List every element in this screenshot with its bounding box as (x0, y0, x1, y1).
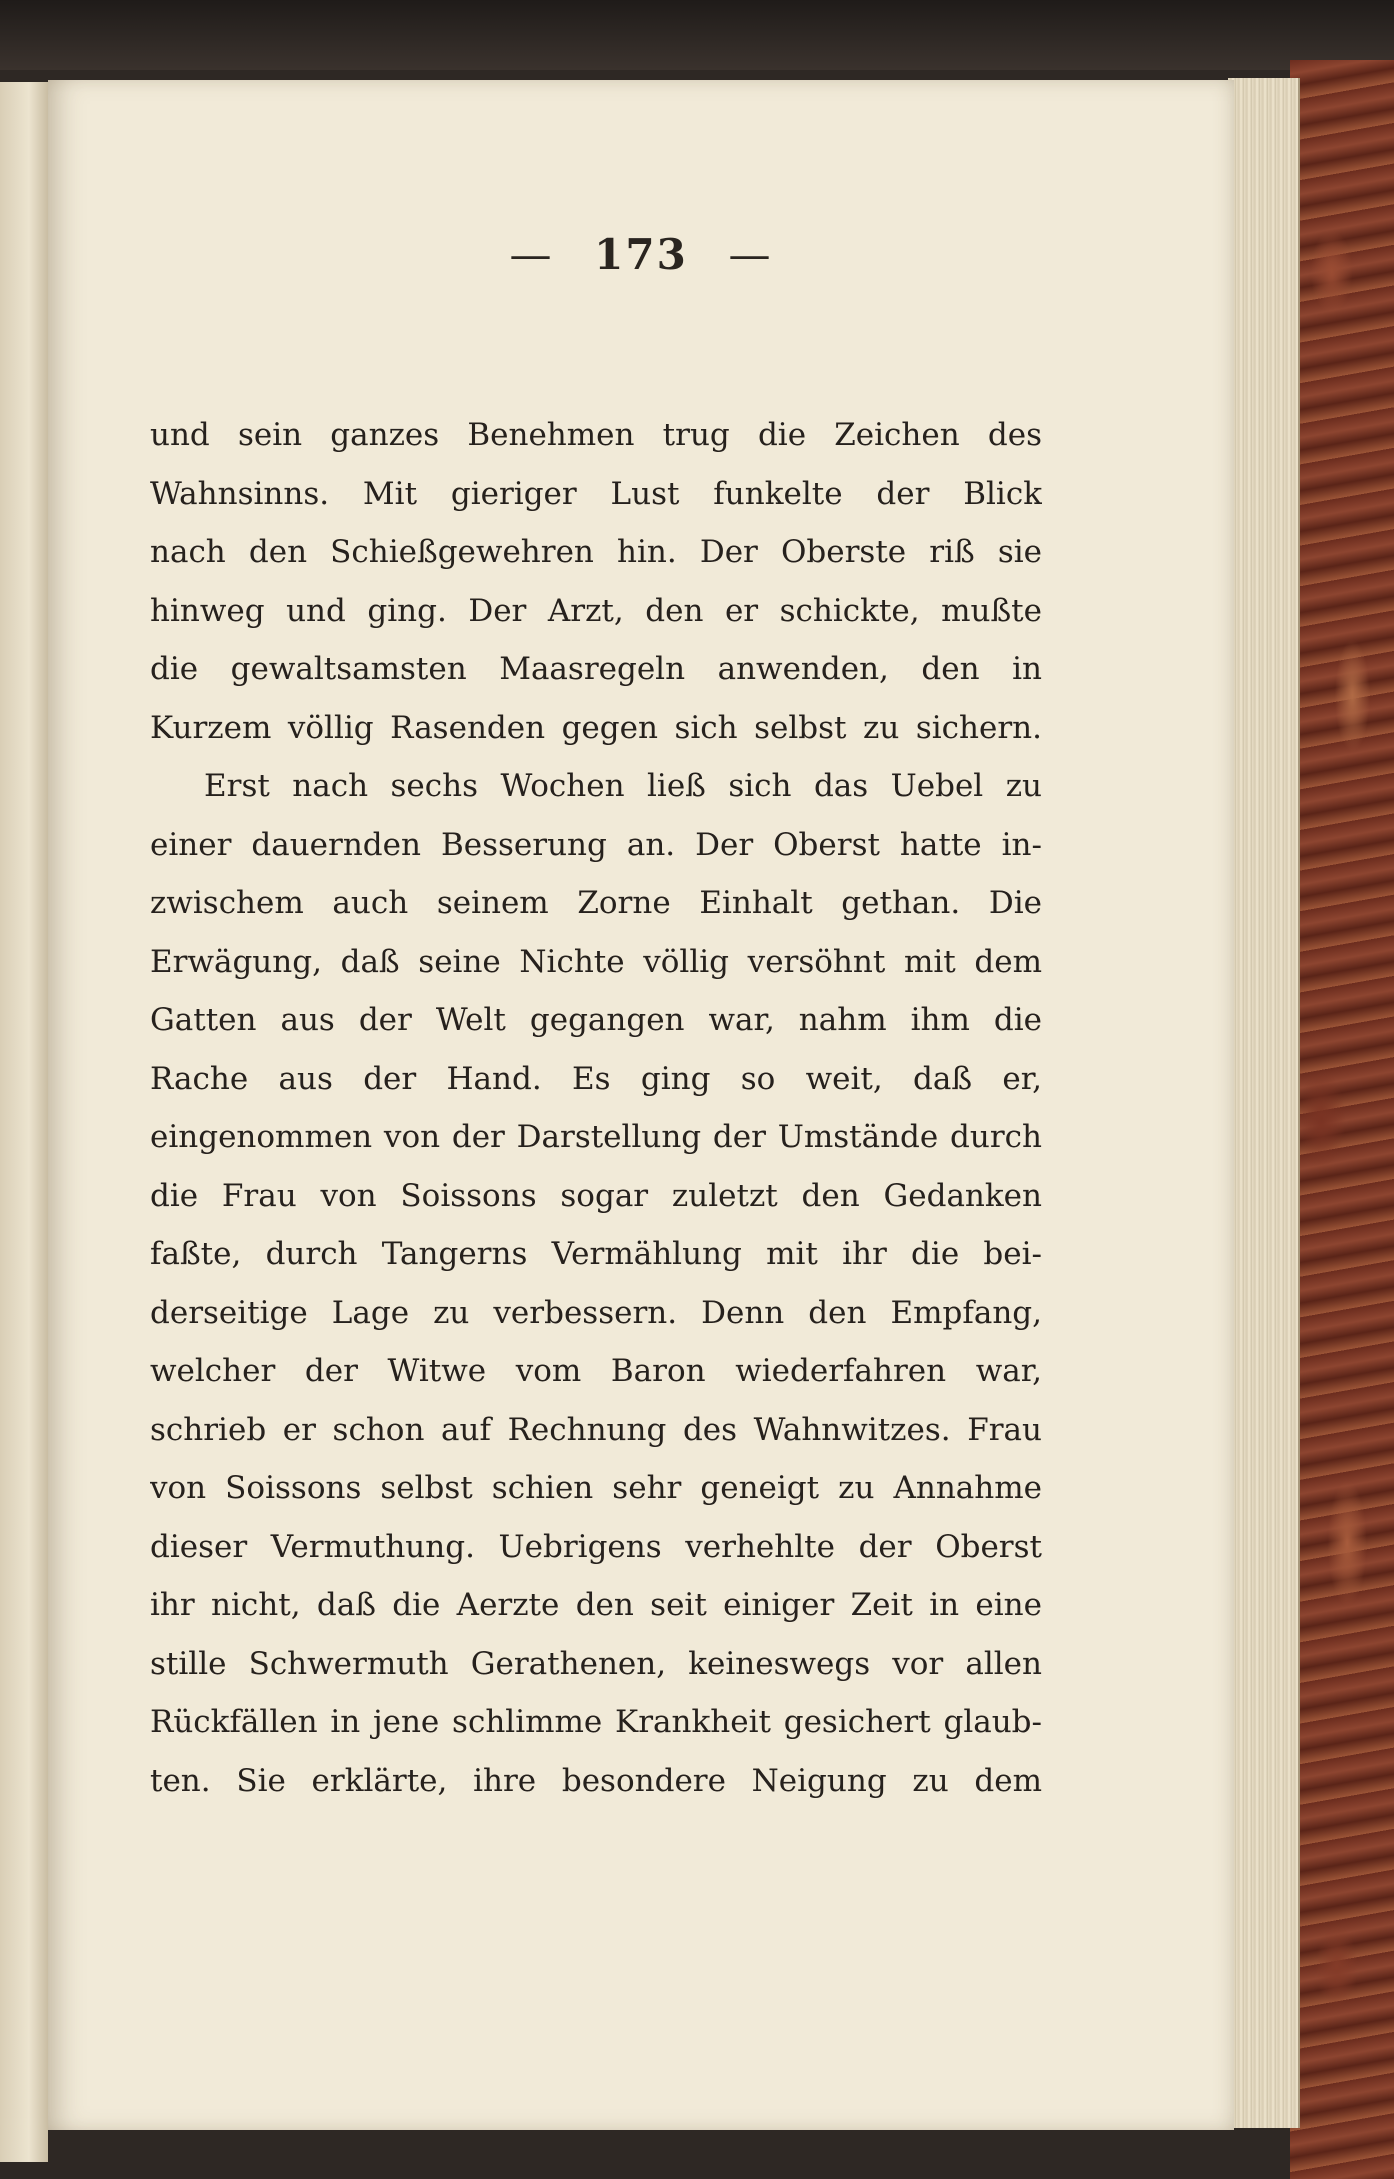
text-line-paragraph-start: Erst nach sechs Wochen ließ sich das Uebel zu (204, 768, 1042, 804)
text-line: die gewaltsamsten Maasregeln anwenden, den in (150, 651, 1042, 687)
book-cover-marbled (1290, 60, 1394, 2179)
page-number: 173 (594, 230, 688, 279)
text-line: Wahnsinns. Mit gieriger Lust funkelte der Blick (150, 475, 1042, 512)
text-line: derseitige Lage zu verbessern. Denn den Empfang, (150, 1294, 1042, 1331)
text-line: von Soissons selbst schien sehr geneigt zu Annahme (150, 1470, 1042, 1506)
header-dash-right: — (728, 230, 773, 279)
page-stack-edges (1228, 78, 1300, 2128)
text-line: stille Schwermuth Gerathenen, keineswegs vor allen (150, 1645, 1042, 1682)
body-text (150, 406, 1042, 1810)
text-line: hinweg und ging. Der Arzt, den er schickte, mußte (150, 592, 1042, 629)
text-line: welcher der Witwe vom Baron wiederfahren war, (150, 1353, 1042, 1389)
text-line: schrieb er schon auf Rechnung des Wahnwitzes. Frau (150, 1411, 1042, 1448)
scan-background-top (0, 0, 1394, 70)
text-line: Rückfällen in jene schlimme Krankheit gesichert glaub- (150, 1704, 1042, 1740)
text-line: ihr nicht, daß die Aerzte den seit einiger Zeit in eine (150, 1587, 1042, 1623)
text-line: nach den Schießgewehren hin. Der Oberste riß sie (150, 534, 1042, 570)
text-line: Kurzem völlig Rasenden gegen sich selbst zu sichern. (150, 709, 1042, 746)
text-line: einer dauernden Besserung an. Der Oberst hatte in- (150, 826, 1042, 863)
page-header (48, 230, 1234, 279)
header-dash-left: — (509, 230, 554, 279)
text-line: Erwägung, daß seine Nichte völlig versöhnt mit dem (150, 943, 1042, 980)
text-line: und sein ganzes Benehmen trug die Zeichen des (150, 417, 1042, 453)
text-line: die Frau von Soissons sogar zuletzt den Gedanken (150, 1177, 1042, 1214)
text-line: Gatten aus der Welt gegangen war, nahm ihm die (150, 1002, 1042, 1038)
text-line: eingenommen von der Darstellung der Umstände durch (150, 1119, 1042, 1155)
left-page-edge (0, 82, 48, 2162)
text-line: ten. Sie erklärte, ihre besondere Neigung zu dem (150, 1762, 1042, 1799)
text-line: Rache aus der Hand. Es ging so weit, daß er, (150, 1060, 1042, 1097)
book-page (48, 80, 1234, 2130)
text-line: dieser Vermuthung. Uebrigens verhehlte der Oberst (150, 1528, 1042, 1565)
text-line: zwischem auch seinem Zorne Einhalt gethan. Die (150, 885, 1042, 921)
text-line: faßte, durch Tangerns Vermählung mit ihr die bei- (150, 1236, 1042, 1272)
